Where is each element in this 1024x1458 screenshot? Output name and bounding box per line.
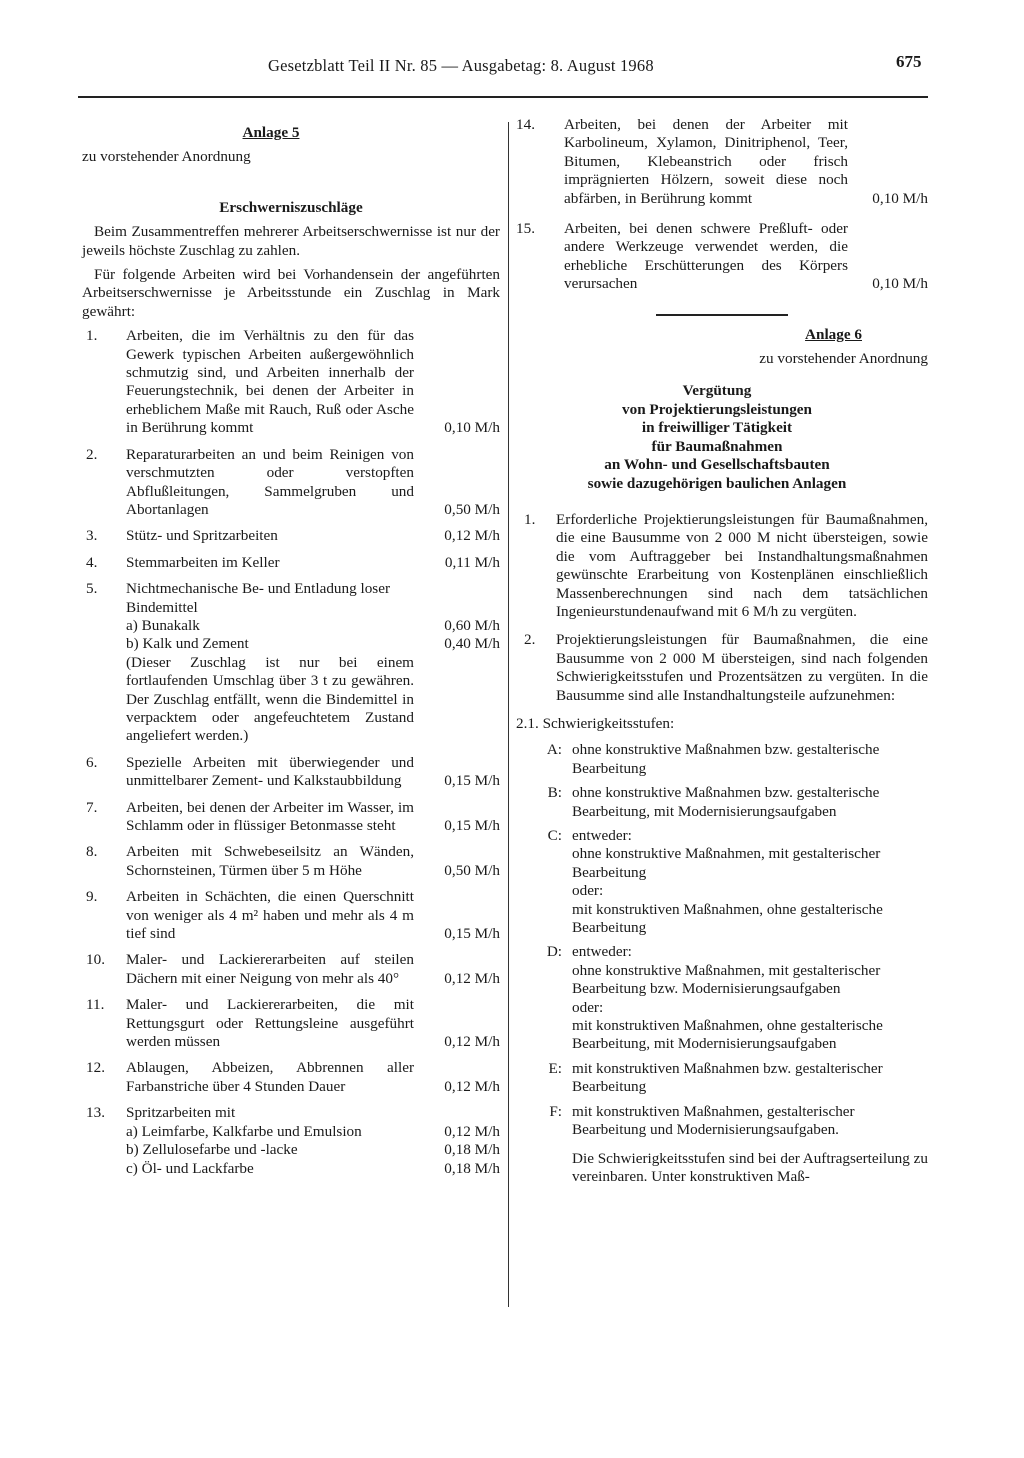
item-text: Maler- und Lackiererarbeiten, die mit Rettungsgurt oder Rettungsleine ausgeführt werden müssen — [126, 996, 414, 1051]
list-item — [82, 554, 500, 572]
item-text: Spezielle Arbeiten mit überwiegender und unmittelbarer Zement- und Kalkstaubbildung — [126, 753, 414, 790]
item-rate: 0,12 M/h — [444, 969, 500, 987]
item-number: 9. — [86, 888, 98, 906]
level-text: oder: — [572, 882, 604, 900]
item-rate: 0,12 M/h — [444, 527, 500, 545]
level-text: ohne konstruktive Maßnahmen, mit gestalterischer Bearbeitung — [572, 845, 881, 881]
anlage5-para1: Beim Zusammentreffen mehrerer Arbeitserschwernisse ist nur der jeweils höchste Zuschlag zu zahlen. — [82, 223, 500, 259]
list-item — [82, 843, 500, 880]
running-header: Gesetzblatt Teil II Nr. 85 — Ausgabetag: 8. August 1968 — [268, 56, 654, 75]
item-number: 13. — [86, 1104, 105, 1122]
list-item — [82, 951, 500, 988]
list-item — [82, 327, 500, 437]
item-text: Arbeiten, die im Verhältnis zu den für das Gewerk typischen Arbeiten außergewöhnlich schmutzig sind, und Arbeiten innerhalb der Feuerungstechnik, bei denen der Arbeiter in erheblichem Maße mit Rauch, Ruß oder Asche in Berührung kommt — [126, 327, 414, 437]
subsection-heading: 2.1. Schwierigkeitsstufen: — [516, 714, 675, 732]
item-number: 4. — [86, 553, 98, 571]
level-text: entweder: — [572, 943, 632, 961]
heading-line: in freiwilliger Tätigkeit — [641, 419, 793, 437]
difficulty-levels — [516, 741, 928, 1139]
item-number: 12. — [86, 1059, 105, 1077]
closing-paragraph: Die Schwierigkeitsstufen sind bei der Auftragserteilung zu vereinbaren. Unter konstruktiven Maß- — [572, 1149, 928, 1185]
level-text: ohne konstruktive Maßnahmen bzw. gestalterische Bearbeitung — [572, 741, 880, 777]
level-f — [516, 1103, 928, 1140]
sub-item-label: c) Öl- und Lackfarbe — [126, 1159, 254, 1177]
item-rate: 0,40 M/h — [444, 635, 500, 653]
left-column — [82, 124, 500, 1186]
list-item — [82, 799, 500, 836]
item-text: Arbeiten in Schächten, die einen Querschnitt von weniger als 4 m² haben und mehr als 4 m tief sind — [126, 888, 414, 943]
item-number: 14. — [516, 116, 535, 133]
level-d — [516, 943, 928, 1053]
anlage5-title: Anlage 5 — [242, 124, 300, 141]
item-text: Stemmarbeiten im Keller — [126, 553, 280, 571]
anlage5-heading: Erschwerniszuschläge — [219, 198, 363, 216]
item-number: 2. — [86, 445, 98, 463]
list-item — [82, 996, 500, 1051]
item-text: Stütz- und Spritzarbeiten — [126, 527, 278, 545]
item-note: (Dieser Zuschlag ist nur bei einem fortlaufenden Umschlag über 3 t zu gewähren. Der Zuschlag entfällt, wenn die Bindemittel in verpacktem oder angefeuchtetem Zustand angeliefert werden.) — [126, 653, 414, 745]
anlage5-subtitle: zu vorstehender Anordnung — [82, 148, 251, 166]
heading-line: an Wohn- und Gesellschaftsbauten — [604, 456, 830, 474]
item-rate: 0,12 M/h — [444, 1033, 500, 1051]
sub-item-label: b) Zellulosefarbe und -lacke — [126, 1141, 298, 1159]
level-text: mit konstruktiven Maßnahmen bzw. gestalterischer Bearbeitung — [572, 1059, 883, 1096]
level-text: mit konstruktiven Maßnahmen, ohne gestalterische Bearbeitung, mit Modernisierungsaufgaben — [572, 1017, 883, 1053]
anlage6-heading — [506, 382, 928, 492]
item-rate: 0,11 M/h — [444, 553, 500, 571]
anlage6-title: Anlage 6 — [805, 325, 862, 343]
item-number: 15. — [516, 220, 535, 238]
item-text: Spritzarbeiten mit — [126, 1104, 236, 1122]
item-rate: 0,15 M/h — [444, 772, 500, 790]
item-rate: 0,10 M/h — [444, 419, 500, 437]
page-number: 675 — [896, 52, 922, 71]
anlage6-subtitle: zu vorstehender Anordnung — [759, 350, 928, 368]
item-number: 10. — [86, 951, 105, 969]
paragraph-item — [516, 511, 928, 621]
paragraph-item — [516, 631, 928, 705]
level-text: mit konstruktiven Maßnahmen, gestalterischer Bearbeitung und Modernisierungsaufgaben. — [572, 1102, 855, 1139]
item-rate: 0,10 M/h — [872, 189, 928, 207]
item-rate: 0,15 M/h — [444, 817, 500, 834]
item-text: Arbeiten, bei denen schwere Preßluft- oder andere Werkzeuge verwendet werden, die erhebliche Erschütterungen des Körpers verursachen — [564, 220, 848, 293]
item-rate: 0,12 M/h — [444, 1122, 500, 1140]
level-letter: E: — [548, 1059, 562, 1077]
level-letter: D: — [546, 943, 562, 961]
item-rate: 0,12 M/h — [444, 1077, 500, 1095]
item-rate: 0,50 M/h — [444, 500, 500, 518]
item-text: Arbeiten, bei denen der Arbeiter mit Karbolineum, Xylamon, Dinitriphenol, Teer, Bitumen, Klebeanstrich oder frisch imprägnierten Hölzern, soweit diese noch abfärben, in Berührung kommt — [564, 116, 848, 207]
sub-item — [126, 1160, 500, 1178]
item-rate: 0,15 M/h — [444, 925, 500, 943]
item-text: Nichtmechanische Be- und Entladung loser Bindemittel — [126, 580, 391, 616]
item-rate: 0,10 M/h — [872, 275, 928, 293]
level-letter: B: — [547, 784, 562, 802]
list-item — [82, 888, 500, 943]
header-rule — [78, 96, 928, 98]
list-item — [82, 1104, 500, 1178]
level-letter: F: — [549, 1102, 562, 1120]
heading-line: für Baumaßnahmen — [651, 437, 783, 455]
item-text: Reparaturarbeiten an und beim Reinigen von verschmutzten oder verstopften Abflußleitungen, Sammelgruben und Abortanlagen — [126, 445, 414, 518]
list-item — [82, 446, 500, 520]
paragraph-number: 2. — [524, 631, 536, 649]
item-text: Arbeiten mit Schwebeseilsitz an Wänden, Schornsteinen, Türmen über 5 m Höhe — [126, 843, 414, 879]
paragraph-number: 1. — [524, 510, 536, 528]
paragraph-text: Erforderliche Projektierungsleistungen für Baumaßnahmen, die eine Bausumme von 2 000 M nicht übersteigen, sowie die vom Auftraggeber bei Instandhaltungsmaßnahmen gewünschte Erarbeitung von Kostenplänen einschließlich Massenberechnungen sind nach dem tatsächlichen Ingenieurstundenaufwand mit 6 M/h zu vergüten. — [556, 510, 928, 620]
item-rate: 0,18 M/h — [444, 1141, 500, 1159]
list-item — [82, 527, 500, 545]
list-item — [82, 580, 500, 746]
sub-item — [126, 1141, 500, 1159]
paragraph-text: Projektierungsleistungen für Baumaßnahmen, die eine Bausumme von 2 000 M übersteigen, sind nach folgenden Schwierigkeitsstufen und Prozentsätzen zu vergüten. In die Bausumme sind alle Instandhaltungsteile aufzunehmen: — [556, 631, 928, 704]
item-number: 7. — [86, 798, 98, 816]
heading-line: von Projektierungsleistungen — [622, 400, 812, 418]
sub-item-label: a) Leimfarbe, Kalkfarbe und Emulsion — [126, 1122, 362, 1140]
right-column — [516, 116, 928, 1186]
heading-line: Vergütung — [682, 382, 752, 400]
item-text: Ablaugen, Abbeizen, Abbrennen aller Farbanstriche über 4 Stunden Dauer — [126, 1059, 414, 1095]
item-number: 11. — [86, 996, 105, 1014]
item-number: 8. — [86, 843, 98, 861]
item-number: 6. — [86, 753, 98, 771]
item-text: Maler- und Lackiererarbeiten auf steilen Dächern mit einer Neigung von mehr als 40° — [126, 951, 414, 987]
item-rate: 0,50 M/h — [444, 861, 500, 879]
item-rate: 0,18 M/h — [444, 1159, 500, 1177]
sub-item — [126, 617, 500, 635]
list-item — [516, 220, 928, 294]
level-text: entweder: — [572, 827, 632, 844]
level-text: oder: — [572, 998, 604, 1016]
item-text: Arbeiten, bei denen der Arbeiter im Wasser, im Schlamm oder in flüssiger Betonmasse steht — [126, 798, 414, 834]
level-letter: A: — [546, 741, 562, 759]
item-number: 1. — [86, 327, 98, 345]
sub-item-label: a) Bunakalk — [126, 616, 200, 634]
column-divider — [508, 122, 509, 1307]
sub-item-label: b) Kalk und Zement — [126, 635, 249, 653]
level-a — [516, 741, 928, 778]
anlage5-para2: Für folgende Arbeiten wird bei Vorhandensein der angeführten Arbeitserschwernisse je Arbeitsstunde ein Zuschlag in Mark gewährt: — [82, 266, 500, 320]
level-b — [516, 784, 928, 821]
list-item — [516, 116, 928, 208]
level-letter: C: — [547, 827, 562, 844]
item-number: 5. — [86, 580, 98, 598]
item-number: 3. — [86, 527, 98, 545]
level-text: ohne konstruktive Maßnahmen, mit gestalterischer Bearbeitung bzw. Modernisierungsaufgaben — [572, 961, 881, 998]
list-item — [82, 1059, 500, 1096]
item-rate: 0,60 M/h — [444, 616, 500, 634]
allowance-list — [82, 327, 500, 1178]
level-text: mit konstruktiven Maßnahmen, ohne gestalterische Bearbeitung — [572, 900, 883, 937]
sub-item — [126, 635, 500, 653]
list-item — [82, 754, 500, 791]
level-e — [516, 1060, 928, 1097]
level-c — [516, 827, 928, 937]
heading-line: sowie dazugehörigen baulichen Anlagen — [587, 474, 847, 492]
sub-item — [126, 1123, 500, 1141]
section-divider — [656, 314, 788, 316]
level-text: ohne konstruktive Maßnahmen bzw. gestalterische Bearbeitung, mit Modernisierungsaufgaben — [572, 784, 880, 820]
